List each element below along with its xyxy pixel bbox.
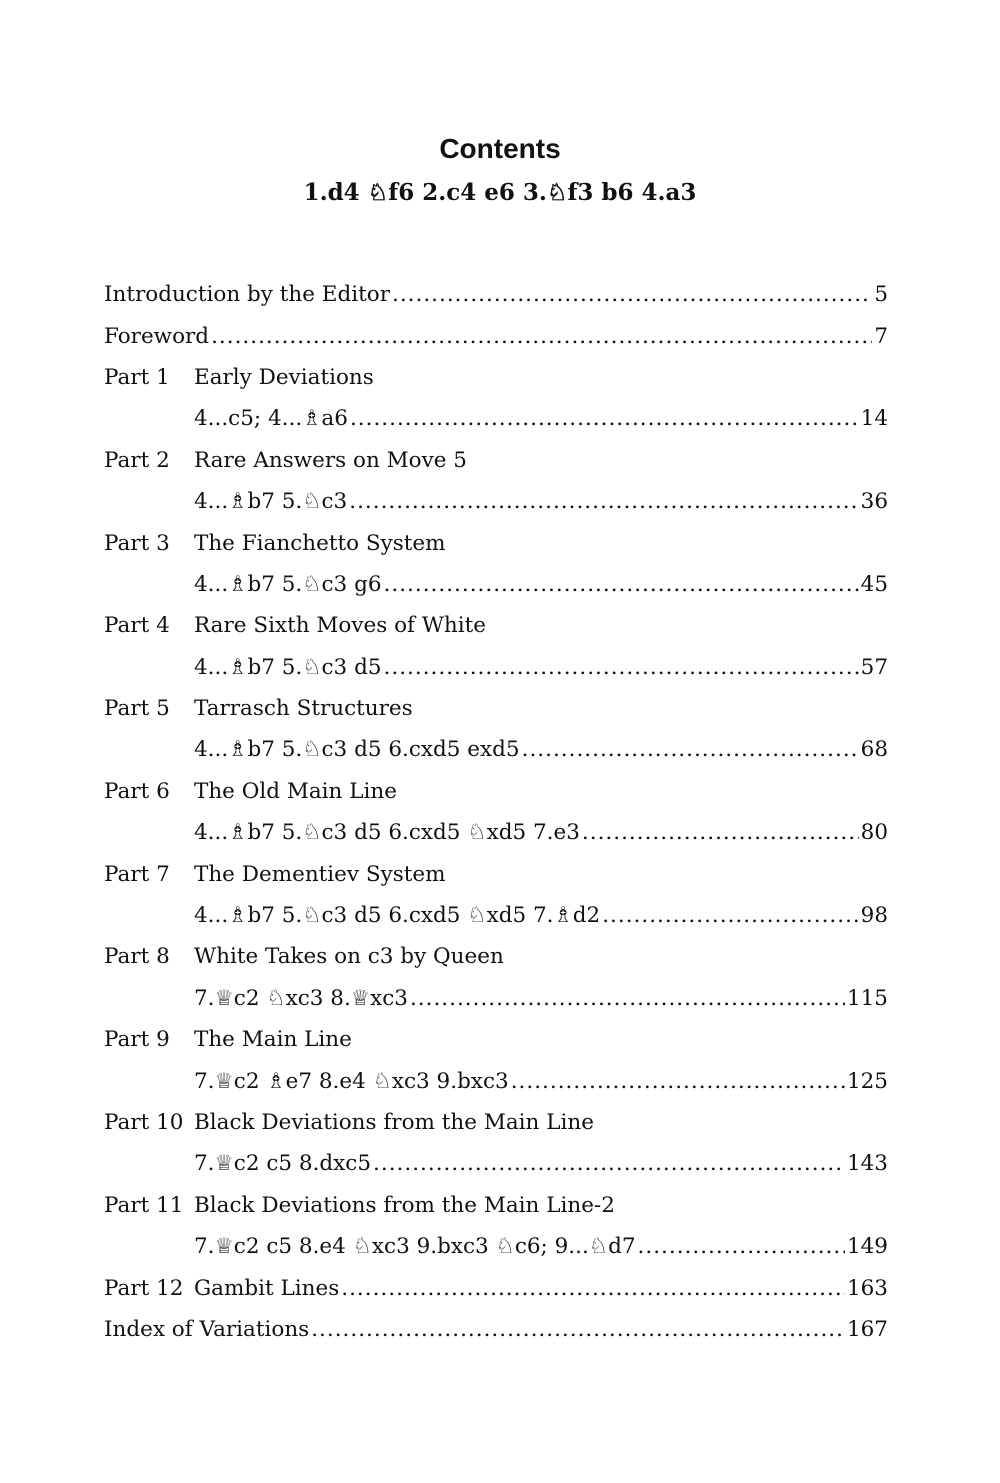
page-title: Contents xyxy=(439,133,561,164)
dot-leader xyxy=(582,820,859,845)
part-title: Black Deviations from the Main Line xyxy=(194,1110,594,1135)
toc-entry xyxy=(194,1276,888,1301)
toc-page-number: 36 xyxy=(860,489,888,515)
dot-leader xyxy=(311,1317,845,1342)
part-title: Rare Sixth Moves of White xyxy=(194,613,487,639)
toc-entry-part-8[interactable] xyxy=(104,978,888,1019)
dot-leader xyxy=(349,489,858,514)
toc-entry xyxy=(104,324,888,349)
toc-entry-part-4[interactable] xyxy=(104,647,888,688)
toc-part-heading xyxy=(104,688,888,729)
toc-entry-text: 7.♕c2 ♘xc3 8.♕xc3 xyxy=(194,985,408,1011)
toc-entry-foreword[interactable] xyxy=(104,315,888,356)
dot-leader xyxy=(384,655,859,680)
part-title: The Fianchetto System xyxy=(194,530,446,556)
toc-entry-part-10[interactable] xyxy=(104,1143,888,1184)
toc-entry xyxy=(194,986,888,1011)
toc-entry-part-2[interactable] xyxy=(104,481,888,522)
toc-entry xyxy=(194,1069,888,1094)
dot-leader xyxy=(602,903,858,928)
toc-entry-part-5[interactable] xyxy=(104,729,888,770)
dot-leader xyxy=(341,1276,845,1301)
part-label: Part 11 xyxy=(104,1192,184,1218)
toc-entry-part-1[interactable] xyxy=(104,398,888,439)
toc-entry-text: 4...♗b7 5.♘c3 d5 6.cxd5 ♘xd5 7.♗d2 xyxy=(194,903,601,929)
dot-leader xyxy=(350,406,859,431)
toc-entry-text: 4...♗b7 5.♘c3 g6 xyxy=(194,571,382,597)
dot-leader xyxy=(522,737,859,762)
part-title: The Old Main Line xyxy=(194,778,397,804)
toc-entry-text: 4...♗b7 5.♘c3 d5 6.cxd5 exd5 xyxy=(194,737,520,763)
dot-leader xyxy=(373,1151,845,1176)
toc-page-number: 115 xyxy=(846,985,888,1011)
toc-part-heading xyxy=(104,936,888,977)
toc-entry xyxy=(194,737,888,762)
toc-part-heading xyxy=(104,1019,888,1060)
toc-entry xyxy=(104,1317,888,1342)
toc-entry-part-7[interactable] xyxy=(104,895,888,936)
part-label: Part 2 xyxy=(104,447,170,473)
toc-entry xyxy=(194,489,888,514)
part-title: Black Deviations from the Main Line-2 xyxy=(194,1192,615,1218)
toc-entry-part-9[interactable] xyxy=(104,1060,888,1101)
part-label: Part 1 xyxy=(104,364,170,390)
toc-page-number: 98 xyxy=(860,903,888,929)
toc-part-heading xyxy=(104,605,888,646)
toc-entry-text: 4...c5; 4...♗a6 xyxy=(194,406,348,432)
toc-entry-text: 7.♕c2 c5 8.dxc5 xyxy=(194,1151,372,1177)
toc-part-heading xyxy=(104,440,888,481)
part-title: Tarrasch Structures xyxy=(194,696,413,722)
part-label: Part 5 xyxy=(104,696,170,722)
toc-entry-text: Index of Variations xyxy=(104,1316,310,1342)
dot-leader xyxy=(384,572,859,597)
toc-entry-part-3[interactable] xyxy=(104,564,888,605)
dot-leader xyxy=(511,1069,845,1094)
part-label: Part 7 xyxy=(104,861,170,887)
toc-page-number: 125 xyxy=(846,1068,888,1094)
toc-entry-text: 4...♗b7 5.♘c3 xyxy=(194,489,348,515)
toc-entry-text: 7.♕c2 ♗e7 8.e4 ♘xc3 9.bxc3 xyxy=(194,1068,509,1094)
toc-page-number: 68 xyxy=(860,737,888,763)
part-label: Part 10 xyxy=(104,1110,184,1135)
dot-leader xyxy=(211,324,872,349)
part-label: Part 4 xyxy=(104,613,170,639)
toc-part-heading xyxy=(104,1102,888,1143)
toc-page-number: 80 xyxy=(860,820,888,846)
toc-entry-text: Gambit Lines xyxy=(194,1275,340,1301)
table-of-contents xyxy=(104,274,888,1350)
toc-entry-text: 4...♗b7 5.♘c3 d5 xyxy=(194,654,382,680)
toc-page-number: 167 xyxy=(846,1316,888,1342)
toc-entry-introduction[interactable] xyxy=(104,274,888,315)
toc-part-heading xyxy=(104,771,888,812)
toc-entry xyxy=(194,406,888,431)
dot-leader xyxy=(410,986,845,1011)
toc-entry xyxy=(194,903,888,928)
toc-part-heading xyxy=(104,357,888,398)
toc-page-number: 143 xyxy=(846,1151,888,1177)
part-label: Part 8 xyxy=(104,944,170,970)
toc-entry-part-6[interactable] xyxy=(104,812,888,853)
page-subtitle: 1.d4 ♘f6 2.c4 e6 3.♘f3 b6 4.a3 xyxy=(303,179,697,206)
toc-page-number: 163 xyxy=(846,1275,888,1301)
toc-page-number: 45 xyxy=(860,571,888,597)
part-title: Rare Answers on Move 5 xyxy=(194,447,467,473)
toc-entry xyxy=(194,820,888,845)
toc-part-heading xyxy=(104,853,888,894)
part-title: White Takes on c3 by Queen xyxy=(194,944,504,970)
dot-leader xyxy=(638,1234,845,1259)
part-title: The Main Line xyxy=(194,1027,352,1053)
toc-entry xyxy=(194,572,888,597)
toc-part-heading xyxy=(104,1185,888,1226)
toc-entry-text: Foreword xyxy=(104,323,210,349)
part-title: The Dementiev System xyxy=(194,861,446,887)
toc-page-number: 57 xyxy=(860,654,888,680)
toc-entry xyxy=(194,1151,888,1176)
toc-entry-part-11[interactable] xyxy=(104,1226,888,1267)
toc-page-number: 5 xyxy=(874,282,888,308)
dot-leader xyxy=(392,282,872,307)
part-label: Part 3 xyxy=(104,530,170,556)
toc-entry-part-12[interactable] xyxy=(104,1267,888,1308)
part-label: Part 12 xyxy=(104,1275,184,1301)
part-label: Part 6 xyxy=(104,778,170,804)
toc-page-number: 149 xyxy=(846,1234,888,1260)
toc-entry xyxy=(194,1234,888,1259)
toc-entry-text: 7.♕c2 c5 8.e4 ♘xc3 9.bxc3 ♘c6; 9...♘d7 xyxy=(194,1234,636,1260)
toc-entry-text: Introduction by the Editor xyxy=(104,282,390,308)
toc-entry-index[interactable] xyxy=(104,1309,888,1350)
part-title: Early Deviations xyxy=(194,364,374,390)
toc-entry xyxy=(104,282,888,307)
toc-page-number: 14 xyxy=(860,406,888,432)
toc-page-number: 7 xyxy=(874,323,888,349)
toc-part-heading xyxy=(104,522,888,563)
toc-entry-text: 4...♗b7 5.♘c3 d5 6.cxd5 ♘xd5 7.e3 xyxy=(194,820,580,846)
toc-entry xyxy=(194,655,888,680)
part-label: Part 9 xyxy=(104,1027,170,1053)
